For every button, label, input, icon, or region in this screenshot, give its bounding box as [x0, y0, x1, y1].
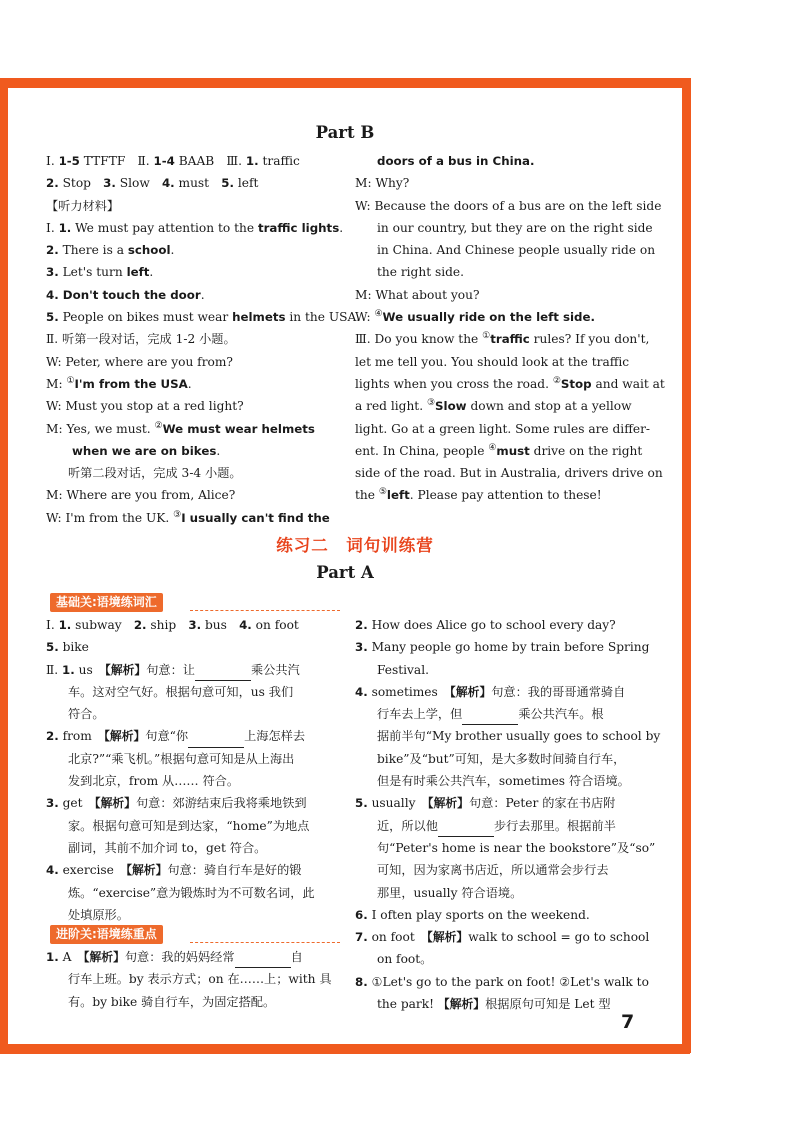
answer-line: Festival.	[377, 662, 429, 677]
section-tag-basic: 基础关:语境练词汇	[50, 593, 163, 612]
transcript-line: in China. And Chinese people usually ride on	[377, 243, 656, 258]
transcript-line: W: Because the doors of a bus are on the left side	[355, 198, 662, 213]
transcript-line: 4. Don't touch the door.	[46, 287, 205, 302]
answer-line: 4. exercise 【解析】句意：骑自行车是好的锻	[46, 863, 302, 878]
answer-line: on foot。	[377, 952, 433, 967]
divider	[190, 942, 340, 943]
transcript-line: Ⅱ. 听第一段对话，完成 1-2 小题。	[46, 332, 236, 347]
answer-line: 5. usually 【解析】句意：Peter 的家在书店附	[355, 796, 616, 811]
transcript-line: M: Why?	[355, 176, 410, 191]
transcript-line: a red light. ③Slow down and stop at a yellow	[355, 398, 632, 414]
transcript-line: M: Where are you from, Alice?	[46, 488, 236, 503]
transcript-line: 5. People on bikes must wear helmets in the USA.	[46, 310, 361, 325]
transcript-line: W: Peter, where are you from?	[46, 354, 233, 369]
answer-line: 可知，因为家离书店近，所以通常会步行去	[377, 863, 609, 878]
transcript-line: when we are on bikes.	[72, 443, 221, 458]
divider	[190, 610, 340, 611]
answer-line: 3. Many people go home by train before Spring	[355, 640, 650, 655]
answer-line: 7. on foot 【解析】walk to school = go to school	[355, 930, 650, 945]
part-b-left-column	[46, 150, 361, 529]
transcript-line: the ⑤left. Please pay attention to these!	[355, 487, 602, 503]
page-frame-bottom	[0, 1044, 690, 1054]
part-a-left-column	[46, 614, 342, 926]
listening-material-heading: 【听力材料】	[46, 198, 120, 213]
answer-line: 处填原形。	[68, 907, 129, 922]
page-number: 7	[621, 1011, 635, 1033]
transcript-line: 听第二段对话，完成 3-4 小题。	[68, 466, 242, 481]
answer-line: 副词，其前不加介词 to，get 符合。	[68, 840, 267, 855]
answer-line: Ⅰ. 1. subway 2. ship 3. bus 4. on foot	[46, 618, 299, 632]
answer-line: 家。根据句意可知是到达家，“home”为地点	[68, 818, 310, 833]
answer-line: 炼。“exercise”意为锻炼时为不可数名词，此	[68, 885, 315, 900]
answer-line: 但是有时乘公共汽车，sometimes 符合语境。	[377, 774, 630, 789]
answer-line: 8. ①Let's go to the park on foot! ②Let's walk to	[355, 974, 649, 989]
part-b-title: Part B	[315, 123, 375, 142]
page-frame-left	[0, 78, 8, 1053]
page-frame-right	[682, 78, 691, 1053]
answer-line: Ⅱ. 1. us 【解析】句意：让 乘公共汽	[46, 659, 342, 681]
answer-line: 5. bike	[46, 640, 89, 655]
part-a-right-column	[355, 614, 661, 1015]
transcript-line: side of the road. But in Australia, drivers drive on	[355, 466, 663, 481]
transcript-line: in our country, but they are on the right side	[377, 220, 653, 235]
transcript-line: W: ④We usually ride on the left side.	[355, 309, 595, 325]
answer-line: 6. I often play sports on the weekend.	[355, 907, 590, 922]
answer-line: 1. A 【解析】句意：我的妈妈经常 自	[46, 946, 342, 968]
transcript-line: Ⅲ. Do you know the ①traffic rules? If you don't,	[355, 331, 650, 347]
answer-line: 3. get 【解析】句意：郊游结束后我将乘地铁到	[46, 796, 307, 811]
answer-line: the park! 【解析】根据原句可知是 Let 型	[377, 997, 611, 1012]
transcript-line: W: I'm from the UK. ③I usually can't find the	[46, 509, 330, 525]
page-frame-top	[0, 78, 690, 88]
answer-line: 行车上班。by 表示方式；on 在……上；with 具	[68, 972, 332, 987]
transcript-line: 2. There is a school.	[46, 243, 175, 258]
transcript-line: light. Go at a green light. Some rules are differ-	[355, 421, 651, 436]
section-tag-advanced: 进阶关:语境练重点	[50, 925, 163, 944]
transcript-line: M: Yes, we must. ②We must wear helmets	[46, 420, 315, 436]
transcript-line: lights when you cross the road. ②Stop and wait at	[355, 375, 665, 391]
answer-line: 行车去上学，但 乘公共汽车。根	[355, 703, 640, 725]
transcript-line: 3. Let's turn left.	[46, 265, 154, 280]
part-a-title: Part A	[316, 563, 374, 582]
answer-line: 2. How does Alice go to school every day?	[355, 618, 616, 632]
answer-line: 发到北京，from 从…… 符合。	[68, 774, 240, 789]
answer-line: Ⅰ. 1-5 TTFTF Ⅱ. 1-4 BAAB Ⅲ. 1. traffic	[46, 154, 300, 168]
answer-line: 有。by bike 骑自行车，为固定搭配。	[68, 994, 276, 1009]
part-b-right-column	[355, 150, 665, 507]
answer-line: 北京?”“乘飞机。”根据句意可知是从上海出	[68, 751, 295, 766]
transcript-line: M: What about you?	[355, 287, 480, 302]
transcript-line: W: Must you stop at a red light?	[46, 399, 244, 414]
answer-line: 2. Stop 3. Slow 4. must 5. left	[46, 176, 259, 191]
transcript-line: M: ①I'm from the USA.	[46, 375, 192, 391]
answer-line: 近，所以他 步行去那里。根据前半	[355, 815, 640, 837]
answer-line: 车。这对空气好。根据句意可知，us 我们	[68, 684, 294, 699]
answer-line: 2. from 【解析】句意“你 上海怎样去	[46, 725, 342, 747]
transcript-line: doors of a bus in China.	[377, 154, 535, 168]
transcript-line: the right side.	[377, 265, 465, 280]
answer-line: 句“Peter's home is near the bookstore”及“so”	[377, 840, 656, 855]
transcript-line: ent. In China, people ④must drive on the right	[355, 442, 643, 458]
transcript-line: let me tell you. You should look at the traffic	[355, 354, 630, 369]
answer-line: 据前半句“My brother usually goes to school by	[377, 729, 661, 744]
answer-line: 4. sometimes 【解析】句意：我的哥哥通常骑自	[355, 684, 626, 699]
answer-line: bike”及“but”可知，是大多数时间骑自行车，	[377, 751, 626, 766]
answer-line: 那里，usually 符合语境。	[377, 885, 523, 900]
part-a-left-column-advanced	[46, 946, 342, 1013]
transcript-line: Ⅰ. 1. We must pay attention to the traffic lights.	[46, 220, 344, 235]
answer-line: 符合。	[68, 707, 105, 722]
exercise-banner-title: 练习二 词句训练营	[276, 536, 434, 555]
